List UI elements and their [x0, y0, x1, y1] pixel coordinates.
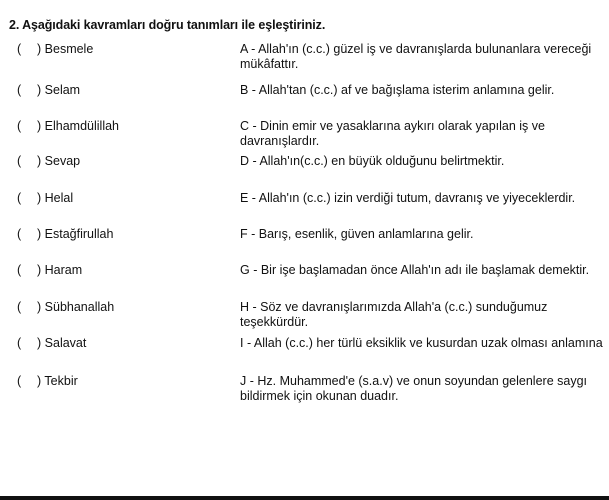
answer-blank-open[interactable]: ( [17, 119, 22, 133]
term-label: Salavat [44, 336, 87, 350]
term-label: Haram [44, 263, 83, 277]
answer-blank-open[interactable]: ( [17, 42, 22, 56]
term-estagfirullah [17, 227, 113, 241]
page-bottom-border [0, 496, 609, 500]
term-label: Estağfirullah [44, 227, 114, 241]
answer-blank-close[interactable]: ) [37, 83, 42, 97]
answer-blank-close[interactable]: ) [37, 42, 42, 56]
term-tekbir [17, 374, 78, 388]
term-label: Sevap [44, 154, 81, 168]
term-subhanallah [17, 300, 114, 314]
answer-blank-close[interactable]: ) [37, 300, 42, 314]
answer-blank-close[interactable]: ) [37, 227, 42, 241]
definition-b: B - Allah'tan (c.c.) af ve bağışlama isterim anlamına gelir. [240, 83, 555, 97]
answer-blank-open[interactable]: ( [17, 227, 22, 241]
term-label: Helal [44, 191, 74, 205]
definition-j: J - Hz. Muhammed'e (s.a.v) ve onun soyundan gelenlere saygı bildirmek için okunan duadır. [240, 374, 588, 403]
term-label: Tekbir [44, 374, 78, 388]
term-salavat [17, 336, 86, 350]
answer-blank-close[interactable]: ) [37, 191, 42, 205]
answer-blank-close[interactable]: ) [37, 374, 42, 388]
term-haram [17, 263, 82, 277]
answer-blank-open[interactable]: ( [17, 263, 22, 277]
term-besmele [17, 42, 93, 56]
term-label: Sübhanallah [44, 300, 115, 314]
definition-h: H - Söz ve davranışlarımızda Allah'a (c.c.) sunduğumuz teşekkürdür. [240, 300, 548, 329]
definition-f: F - Barış, esenlik, güven anlamlarına gelir. [240, 227, 474, 241]
answer-blank-open[interactable]: ( [17, 336, 22, 350]
term-label: Selam [44, 83, 81, 97]
answer-blank-open[interactable]: ( [17, 83, 22, 97]
term-sevap [17, 154, 80, 168]
definition-g: G - Bir işe başlamadan önce Allah'ın adı ile başlamak demektir. [240, 263, 590, 277]
term-helal [17, 191, 73, 205]
question-title: 2. Aşağıdaki kavramları doğru tanımları ile eşleştiriniz. [9, 18, 326, 32]
answer-blank-close[interactable]: ) [37, 154, 42, 168]
term-label: Besmele [44, 42, 94, 56]
term-label: Elhamdülillah [44, 119, 120, 133]
term-elhamdulillah [17, 119, 119, 133]
answer-blank-close[interactable]: ) [37, 336, 42, 350]
answer-blank-close[interactable]: ) [37, 119, 42, 133]
definition-a: A - Allah'ın (c.c.) güzel iş ve davranışlarda bulunanlara vereceği mükâfattır. [240, 42, 592, 71]
definition-e: E - Allah'ın (c.c.) izin verdiği tutum, davranış ve yiyeceklerdir. [240, 191, 576, 205]
definition-c: C - Dinin emir ve yasaklarına aykırı olarak yapılan iş ve davranışlardır. [240, 119, 545, 148]
answer-blank-open[interactable]: ( [17, 300, 22, 314]
definition-d: D - Allah'ın(c.c.) en büyük olduğunu belirtmektir. [240, 154, 505, 168]
answer-blank-open[interactable]: ( [17, 374, 22, 388]
definition-i: I - Allah (c.c.) her türlü eksiklik ve kusurdan uzak olması anlamına [240, 336, 603, 350]
answer-blank-open[interactable]: ( [17, 191, 22, 205]
answer-blank-open[interactable]: ( [17, 154, 22, 168]
term-selam [17, 83, 80, 97]
answer-blank-close[interactable]: ) [37, 263, 42, 277]
